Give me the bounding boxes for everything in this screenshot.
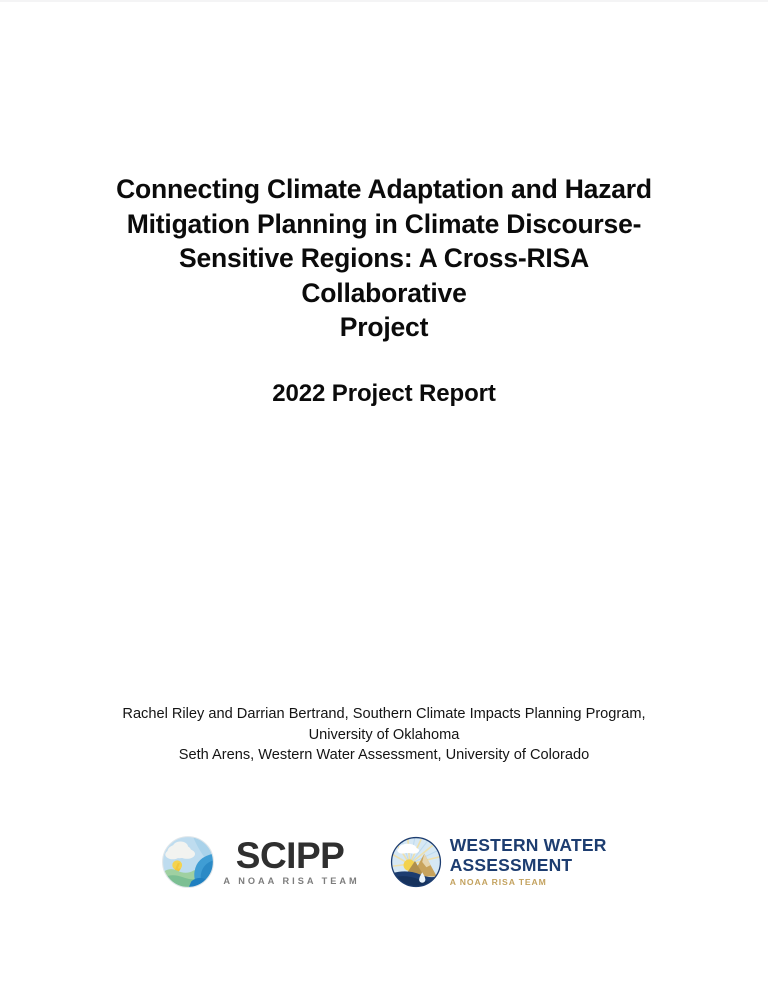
author-line-2: University of Oklahoma: [308, 726, 460, 743]
wwa-name-line-1: WESTERN WATER: [449, 835, 607, 855]
page-top-edge: [0, 0, 768, 2]
western-water-assessment-logo: [390, 836, 607, 888]
western-water-assessment-wordmark: [450, 836, 607, 888]
wwa-tagline: A NOAA RISA TEAM: [449, 877, 547, 887]
page-title: [96, 172, 672, 345]
title-line-2: Mitigation Planning in Climate Discourse-: [126, 208, 642, 239]
western-water-assessment-emblem-icon: [390, 836, 442, 888]
scipp-wordmark: [220, 834, 360, 887]
title-line-3: Sensitive Regions: A Cross-RISA Collaborative: [178, 243, 590, 308]
scipp-logo: [161, 835, 359, 889]
page-subtitle: [96, 379, 672, 409]
scipp-name: SCIPP: [235, 834, 345, 876]
subtitle-text: 2022 Project Report: [272, 380, 496, 407]
wwa-name-line-2: ASSESSMENT: [449, 854, 573, 875]
author-line-1: Rachel Riley and Darrian Bertrand, Southern Climate Impacts Planning Program,: [122, 706, 646, 722]
title-line-1: Connecting Climate Adaptation and Hazard: [116, 174, 652, 204]
scipp-emblem-icon: [161, 835, 215, 889]
title-line-4: Project: [339, 312, 429, 342]
authors-block: [64, 704, 704, 766]
author-line-3: Seth Arens, Western Water Assessment, University of Colorado: [178, 747, 590, 763]
scipp-tagline: A NOAA RISA TEAM: [223, 875, 360, 886]
logo-row: [0, 826, 768, 898]
